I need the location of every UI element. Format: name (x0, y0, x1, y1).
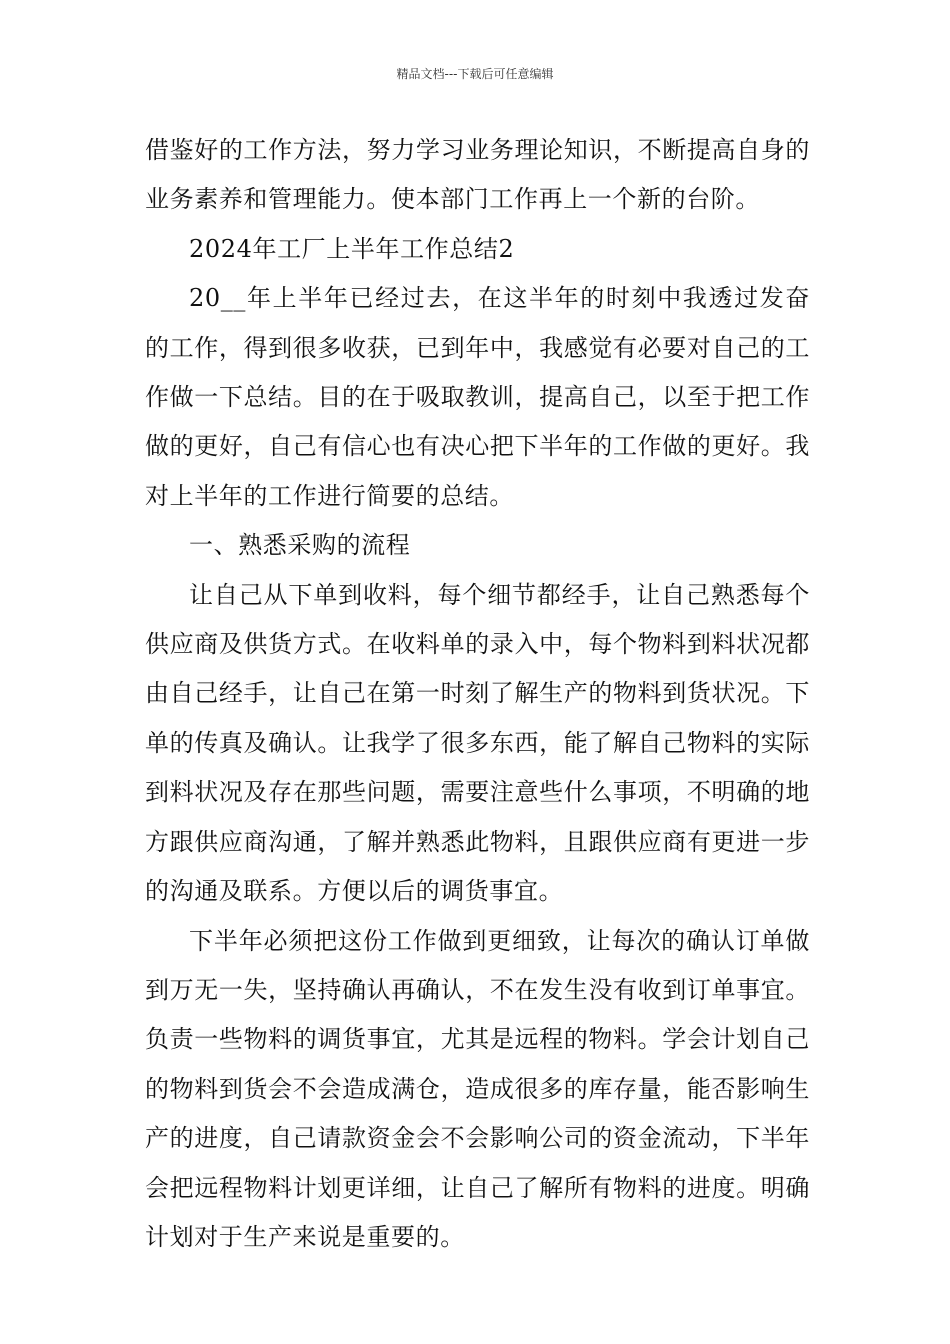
paragraph-plan: 下半年必须把这份工作做到更细致，让每次的确认订单做到万无一失，坚持确认再确认，不在发生没有收到订单事宜。负责一些物料的调货事宜，尤其是远程的物料。学会计划自己的物料到货会不会造成满仓，造成很多的库存量，能否影响生产的进度，自己请款资金会不会影响公司的资金流动，下半年会把远程物料计划更详细，让自己了解所有物料的进度。明确计划对于生产来说是重要的。 (145, 926, 810, 1251)
section-title: 2024年工厂上半年工作总结2 (189, 234, 515, 263)
subsection-heading: 一、熟悉采购的流程 (189, 531, 411, 560)
page-header-watermark: 精品文档---下载后可任意编辑 (396, 67, 554, 81)
paragraph-intro: 20__年上半年已经过去，在这半年的时刻中我透过发奋的工作，得到很多收获，已到年中，我感觉有必要对自己的工作做一下总结。目的在于吸取教训，提高自己，以至于把工作做的更好，自己有信心也有决心把下半年的工作做的更好。我对上半年的工作进行简要的总结。 (145, 284, 810, 510)
paragraph-procurement: 让自己从下单到收料，每个细节都经手，让自己熟悉每个供应商及供货方式。在收料单的录入中，每个物料到料状况都由自己经手，让自己在第一时刻了解生产的物料到货状况。下单的传真及确认。让我学了很多东西，能了解自己物料的实际到料状况及存在那些问题，需要注意些什么事项，不明确的地方跟供应商沟通，了解并熟悉此物料，且跟供应商有更进一步的沟通及联系。方便以后的调货事宜。 (145, 580, 810, 906)
paragraph-continuation: 借鉴好的工作方法，努力学习业务理论知识，不断提高自身的业务素养和管理能力。使本部门工作再上一个新的台阶。 (145, 136, 810, 214)
document-body (145, 126, 810, 1262)
